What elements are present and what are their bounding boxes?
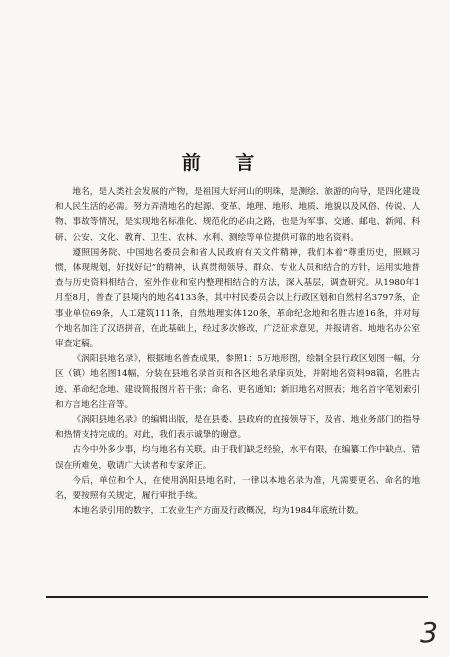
page-number: 3	[420, 616, 438, 649]
bottom-divider	[46, 596, 428, 598]
paragraph-7: 本地名录引用的数字，工农业生产方面及行政概况，均为1984年底统计数。	[72, 506, 364, 517]
paragraph-4: 《涡阳县地名录》的编辑出版，是在县委、县政府的直接领导下，及省、地业务部门的指导和热情支持完成的。对此，我们表示诚挚的谢意。	[55, 415, 420, 441]
paragraph-2: 遵照国务院、中国地名委员会和省人民政府有关文件精神，我们本着“尊重历史，照顾习惯，体现规划，好找好记”的精神，认真贯彻领导、群众、专业人员和结合的方针，运用实地普查与历史资料相结合，室外作业和室内整理相结合的方法，深入基层，调查研究。从1980年1月至8月，普查了县境内的地名4133条，其中村民委员会以上行政区划和自然村名3797条，企事业单位69条，人工建筑111条，自然地理实体120条，革命纪念地和名胜古迹16条，并对每个地名加注了汉语拼音，在此基础上，经过多次修改，广泛征求意见，并报请省、地地名办公室审查定稿。	[55, 247, 420, 350]
preface-body	[55, 185, 420, 519]
paragraph-1: 地名，是人类社会发展的产物，是祖国大好河山的明珠，是测绘、旅游的向导，是四化建设和人民生活的必需。努力弄清地名的起源、变革、地理、地形、地质、地貌以及风俗、传说、人物、事故等情况，是实现地名标准化、规范化的必由之路，也是为军事、交通、邮电、新闻、科研、公安、文化、教育、卫生、农林、水利、测绘等单位提供可靠的地名资料。	[55, 187, 420, 243]
paragraph-5: 古今中外多少事，均与地名有关联。由于我们缺乏经验，水平有限，在编纂工作中缺点、错误在所难免，敬请广大读者和专家斧正。	[55, 445, 420, 471]
paragraph-6: 今后，单位和个人，在使用涡阳县地名时，一律以本地名录为准，凡需要更名、命名的地名，要按照有关规定，履行审批手续。	[55, 475, 420, 502]
page-title: 前 言	[181, 152, 269, 174]
paragraph-3: 《涡阳县地名录》，根据地名普查成果，参照1：5万地形图，绘制全县行政区划图一幅，分区（镇）地名图14幅，分装在县地名录首页和各区地名录扉页处，并附地名资料98篇，名胜古迹、革命纪念地、建设简报图片若干张；命名、更名通知；新旧地名对照表；地名首字笔划索引和方言地名注音等。	[55, 354, 420, 410]
